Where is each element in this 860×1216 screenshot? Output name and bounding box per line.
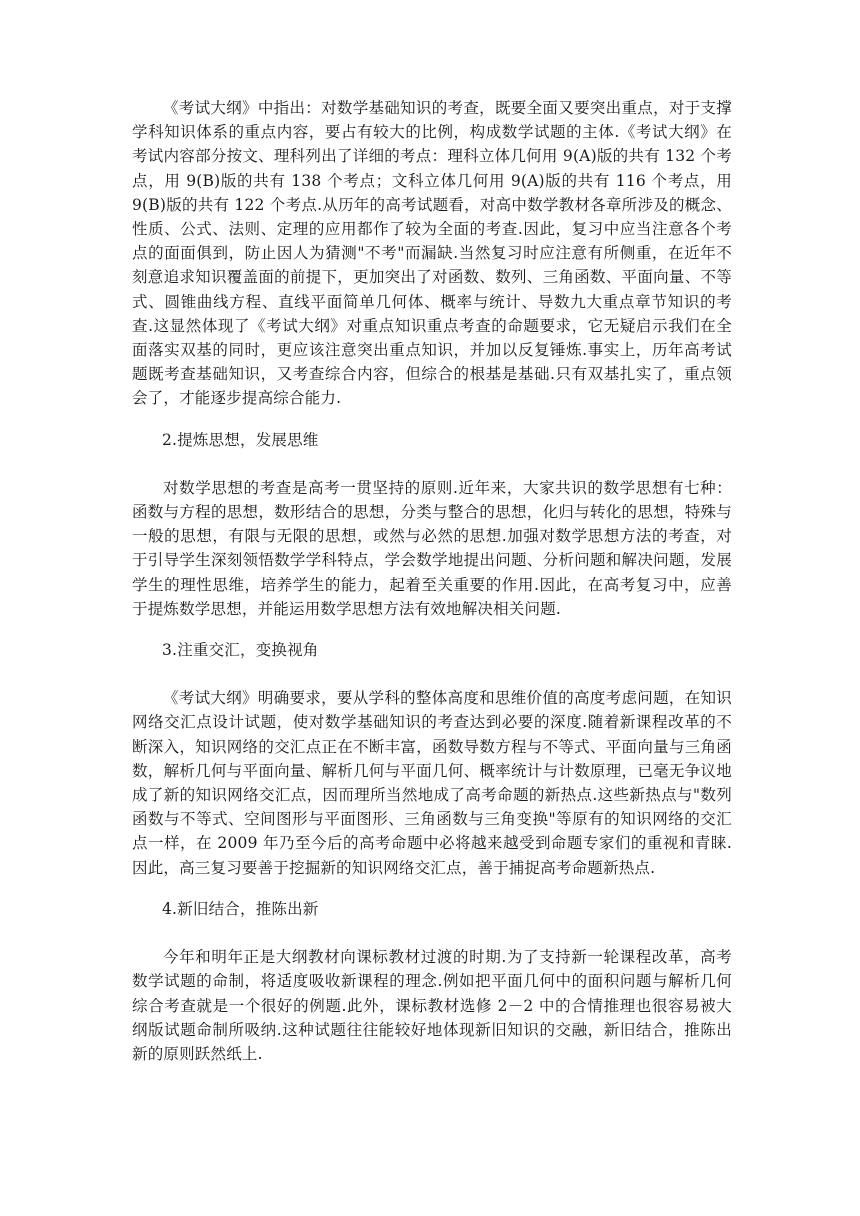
paragraph-key-points: 《考试大纲》中指出：对数学基础知识的考查，既要全面又要突出重点，对于支撑学科知识体系的重点内容，要占有较大的比例，构成数学试题的主体.《考试大纲》在考试内容部分按文、理科列出了详细的考点：理科立体几何用 9(A)版的共有 132 个考点，用 9(B)版的共有 138 个考点；文科立体几何用 9(A)版的共有 116 个考点，用 9(B)版的共有 122 个考点.从历年的高考试题看，对高中数学教材各章所涉及的概念、性质、公式、法则、定理的应用都作了较为全面的考查.因此，复习中应当注意各个考点的面面俱到，防止因人为猜测"不考"而漏缺.当然复习时应注意有所侧重，在近年不刻意追求知识覆盖面的前提下，更加突出了对函数、数列、三角函数、平面向量、不等式、圆锥曲线方程、直线平面简单几何体、概率与统计、导数九大重点章节知识的考查.这显然体现了《考试大纲》对重点知识重点考查的命题要求，它无疑启示我们在全面落实双基的同时，更应该注意突出重点知识，并加以反复锤炼.事实上，历年高考试题既考查基础知识，又考查综合内容，但综合的根基是基础.只有双基扎实了，重点领会了，才能逐步提高综合能力.	[132, 99, 732, 408]
document-body	[132, 96, 732, 1083]
paragraph-old-new: 今年和明年正是大纲教材向课标教材过渡的时期.为了支持新一轮课程改革，高考数学试题的命制，将适度吸收新课程的理念.例如把平面几何中的面积问题与解析几何综合考查就是一个很好的例题.此外，课标教材选修 2－2 中的合情推理也很容易被大纲版试题命制所吸纳.这种试题往往能较好地体现新旧知识的交融，新旧结合，推陈出新的原则跃然纸上.	[132, 948, 732, 1063]
section-heading-4: 4.新旧结合，推陈出新	[162, 899, 319, 918]
section-heading-3: 3.注重交汇，变换视角	[162, 641, 319, 660]
paragraph-math-thinking: 对数学思想的考查是高考一贯坚持的原则.近年来，大家共识的数学思想有七种：函数与方程的思想，数形结合的思想，分类与整合的思想，化归与转化的思想，特殊与一般的思想，有限与无限的思想，或然与必然的思想.加强对数学思想方法的考查，对于引导学生深刻领悟数学学科特点，学会数学地提出问题、分析问题和解决问题，发展学生的理性思维，培养学生的能力，起着至关重要的作用.因此，在高考复习中，应善于提炼数学思想，并能运用数学思想方法有效地解决相关问题.	[132, 478, 732, 618]
section-heading-2: 2.提炼思想，发展思维	[162, 430, 319, 449]
paragraph-intersections: 《考试大纲》明确要求，要从学科的整体高度和思维价值的高度考虑问题，在知识网络交汇点设计试题，使对数学基础知识的考查达到必要的深度.随着新课程改革的不断深入，知识网络的交汇点正在不断丰富，函数导数方程与不等式、平面向量与三角函数，解析几何与平面向量、解析几何与平面几何、概率统计与计数原理，已毫无争议地成了新的知识网络交汇点，因而理所当然地成了高考命题的新热点.这些新热点与"数列函数与不等式、空间图形与平面图形、三角函数与三角变换"等原有的知识网络的交汇点一样，在 2009 年乃至今后的高考命题中必将越来越受到命题专家们的重视和青睐.因此，高三复习要善于挖掘新的知识网络交汇点，善于捕捉高考命题新热点.	[132, 689, 732, 877]
